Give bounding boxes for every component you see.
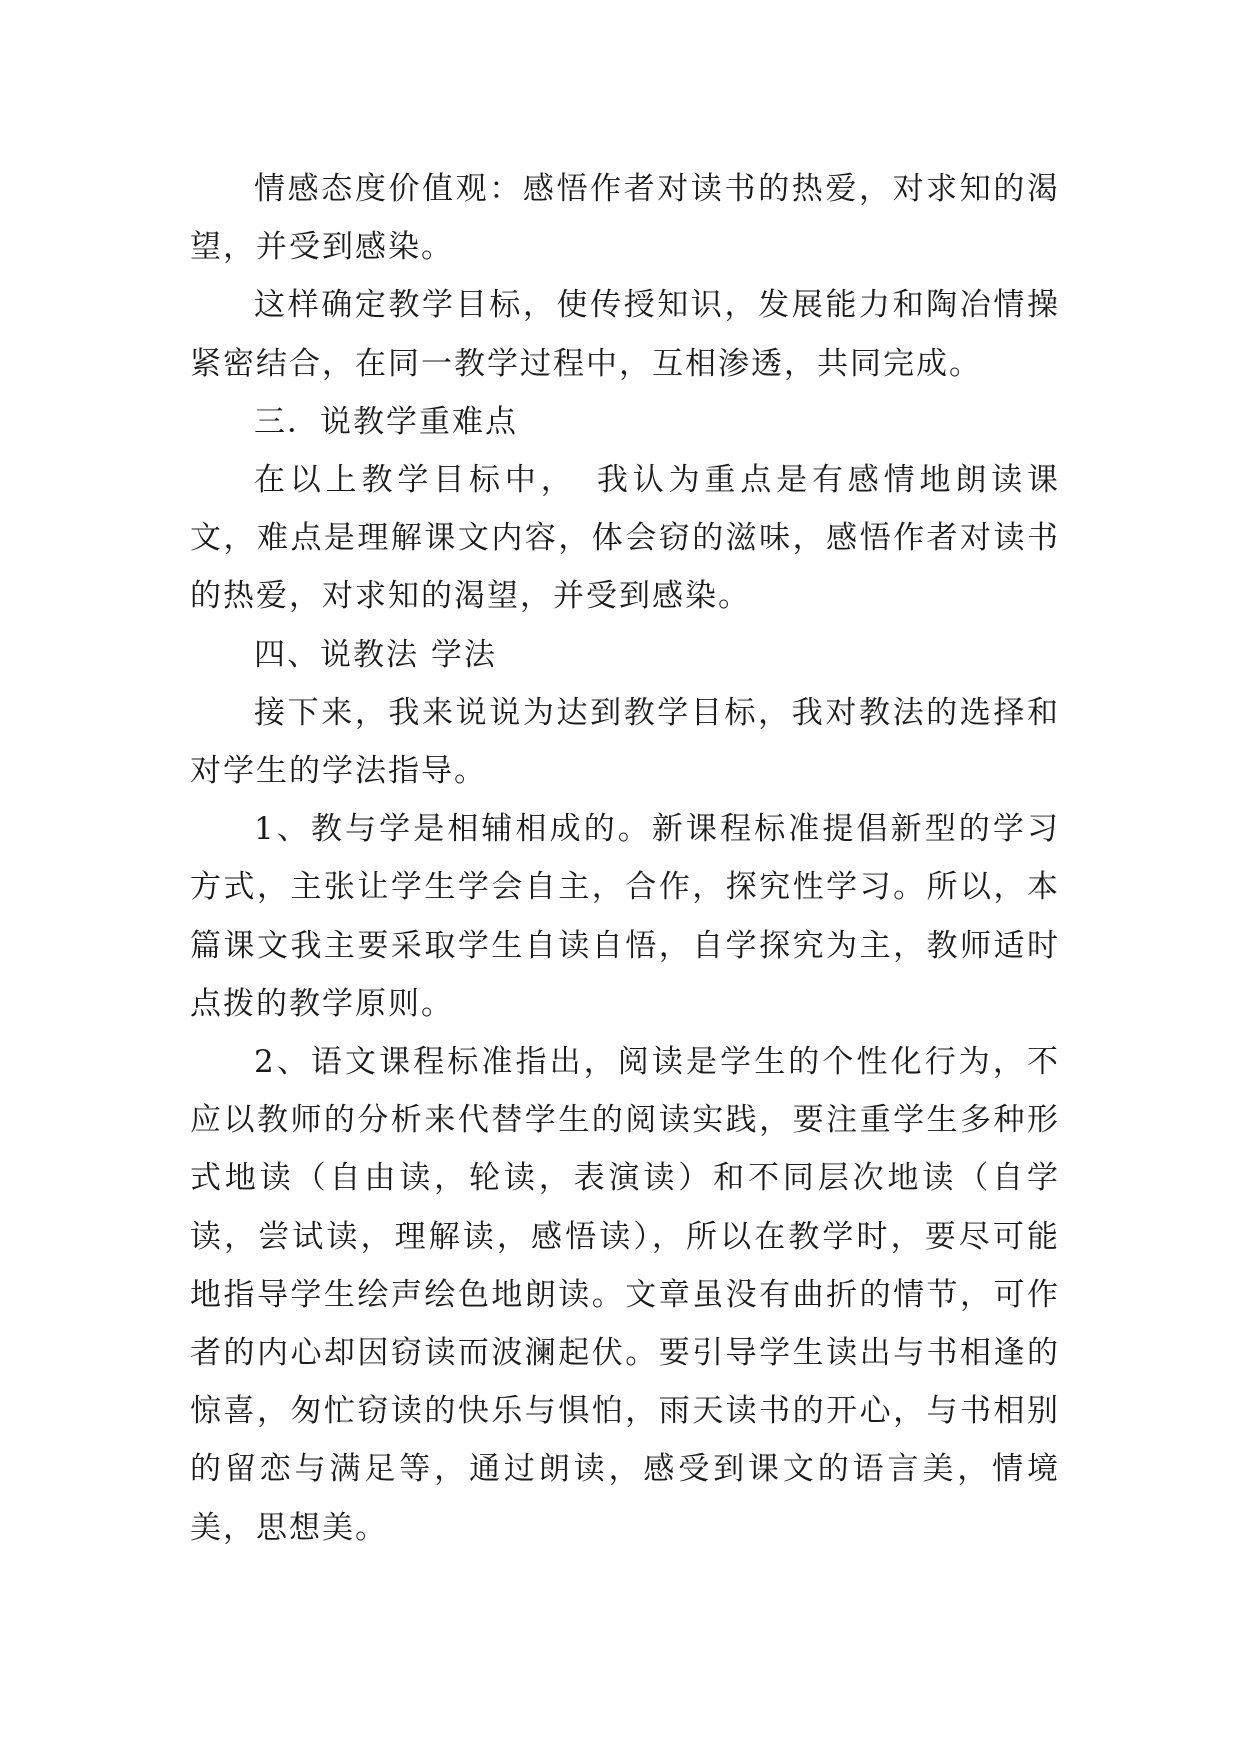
document-body (190, 160, 1060, 1557)
paragraph-key-points: 在以上教学目标中， 我认为重点是有感情地朗读课文，难点是理解课文内容，体会窃的滋味，感悟作者对读书的热爱，对求知的渴望，并受到感染。 (190, 462, 1060, 615)
paragraph-methods-intro: 接下来，我来说说为达到教学目标，我对教法的选择和对学生的学法指导。 (190, 694, 1060, 790)
section-heading-methods: 四、说教法 学法 (254, 636, 497, 673)
paragraph-emotion-values: 情感态度价值观：感悟作者对读书的热爱，对求知的渴望，并受到感染。 (190, 171, 1060, 266)
paragraph-goal-rationale: 这样确定教学目标，使传授知识，发展能力和陶冶情操紧密结合，在同一教学过程中，互相渗透，共同完成。 (190, 287, 1060, 382)
paragraph-method-2: 2、语文课程标准指出，阅读是学生的个性化行为，不应以教师的分析来代替学生的阅读实践，要注重学生多种形式地读（自由读，轮读，表演读）和不同层次地读（自学读，尝试读，理解读，感悟读），所以在教学时，要尽可能地指导学生绘声绘色地朗读。文章虽没有曲折的情节，可作者的内心却因窃读而波澜起伏。要引导学生读出与书相逢的惊喜，匆忙窃读的快乐与惧怕，雨天读书的开心，与书相别的留恋与满足等，通过朗读，感受到课文的语言美，情境美，思想美。 (190, 1044, 1060, 1546)
paragraph-method-1: 1、教与学是相辅相成的。新课程标准提倡新型的学习方式，主张让学生学会自主，合作，探究性学习。所以，本篇课文我主要采取学生自读自悟，自学探究为主，教师适时点拨的教学原则。 (190, 811, 1060, 1022)
section-heading-key-points: 三．说教学重难点 (254, 403, 518, 440)
